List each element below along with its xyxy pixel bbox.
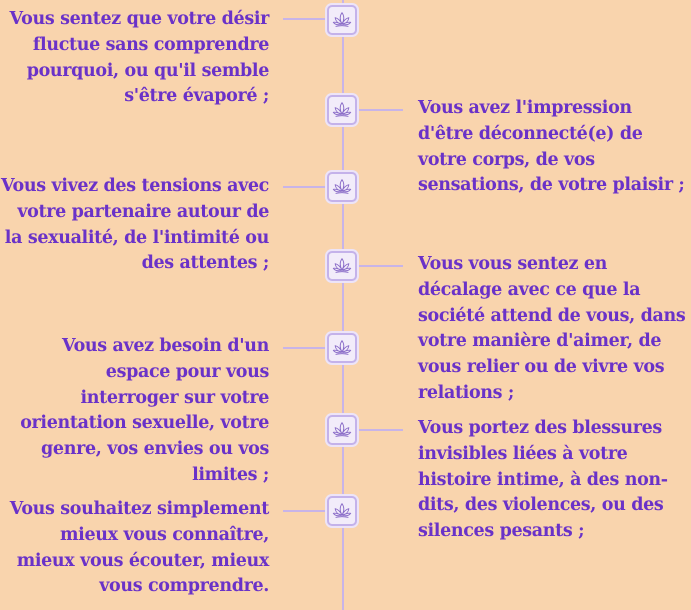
lotus-icon [331, 419, 353, 441]
timeline-item-text: Vous portez des blessures invisibles liées à votre histoire intime, à des non-dits, des violences, ou des silences pesants ; [418, 418, 668, 542]
connector-line [283, 347, 327, 349]
connector-line [283, 510, 327, 512]
timeline-item-text: Vous vivez des tensions avec votre partenaire autour de la sexualité, de l'intimité ou des attentes ; [0, 176, 269, 274]
timeline-item-text: Vous sentez que votre désir fluctue sans comprendre pourquoi, ou qu'il semble s'être évaporé ; [9, 9, 269, 107]
timeline-item-text: Vous avez besoin d'un espace pour vous interroger sur votre orientation sexuelle, votre genre, vos envies ou vos limites ; [20, 336, 269, 485]
lotus-icon [331, 99, 353, 121]
lotus-icon [331, 337, 353, 359]
timeline-node [327, 333, 357, 363]
connector-line [283, 186, 327, 188]
connector-line [357, 429, 403, 431]
lotus-icon [331, 500, 353, 522]
connector-line [357, 109, 403, 111]
connector-line [283, 18, 327, 20]
timeline-item-text: Vous vous sentez en décalage avec ce que la société attend de vous, dans votre manière d'aimer, de vous relier ou de vivre vos relations ; [418, 254, 686, 403]
timeline-node [327, 251, 357, 281]
connector-line [357, 265, 403, 267]
timeline-node [327, 5, 357, 35]
timeline-node [327, 415, 357, 445]
lotus-icon [331, 9, 353, 31]
timeline-item-text: Vous avez l'impression d'être déconnecté(e) de votre corps, de vos sensations, de votre plaisir ; [418, 98, 685, 196]
lotus-icon [331, 176, 353, 198]
timeline-item-text: Vous souhaitez simplement mieux vous connaître, mieux vous écouter, mieux vous comprendre. [9, 499, 269, 597]
timeline-node [327, 95, 357, 125]
timeline-node [327, 172, 357, 202]
lotus-icon [331, 255, 353, 277]
timeline-node [327, 496, 357, 526]
